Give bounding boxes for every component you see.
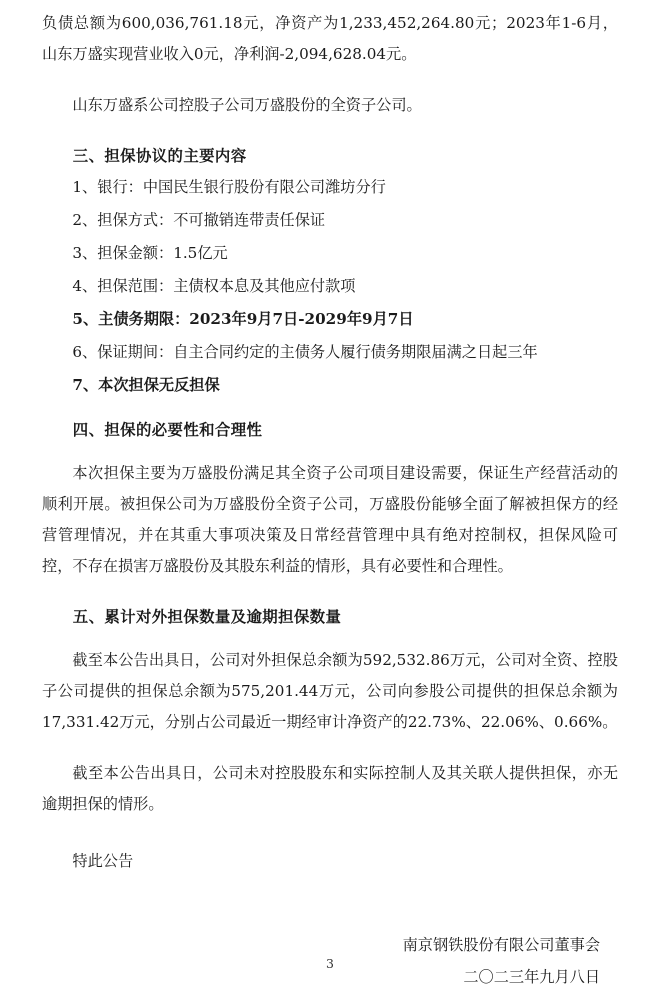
list-item-value: 自主合同约定的主债务人履行债务期限届满之日起三年 bbox=[173, 343, 538, 361]
paragraph-no-overdue: 截至本公告出具日，公司未对控股股东和实际控制人及其关联人提供担保，亦无逾期担保的情形。 bbox=[42, 764, 618, 813]
paragraph-total-guarantee: 截至本公告出具日，公司对外担保总余额为592,532.86万元，公司对全资、控股子公司提供的担保总余额为575,201.44万元，公司向参股公司提供的担保总余额为17,331.42万元，分别占公司最近一期经审计净资产的22.73%、22.06%、0.66%。 bbox=[42, 651, 618, 731]
list-item-label: 担保金额： bbox=[97, 244, 174, 262]
guarantee-agreement-list bbox=[42, 171, 618, 402]
spacer bbox=[42, 121, 618, 141]
spacer bbox=[42, 738, 618, 758]
paragraph-subsidiary-note: 山东万盛系公司控股子公司万盛股份的全资子公司。 bbox=[72, 96, 422, 114]
list-item-label: 保证期间： bbox=[97, 343, 174, 361]
list-item-label: 担保方式： bbox=[97, 211, 174, 229]
signature-company: 南京钢铁股份有限公司董事会 bbox=[402, 936, 600, 954]
list-item-value: 主债权本息及其他应付款项 bbox=[173, 277, 356, 295]
list-item-number: 4、 bbox=[72, 277, 98, 295]
list-item bbox=[42, 336, 618, 369]
list-item bbox=[42, 270, 618, 303]
list-item bbox=[42, 237, 618, 270]
list-item-number: 6、 bbox=[72, 343, 98, 361]
list-item bbox=[42, 369, 618, 402]
spacer bbox=[42, 70, 618, 90]
section-heading-three: 三、担保协议的主要内容 bbox=[72, 147, 247, 165]
spacer bbox=[42, 402, 618, 415]
spacer bbox=[42, 582, 618, 602]
spacer bbox=[42, 877, 618, 903]
list-item-value: 2023年9月7日-2029年9月7日 bbox=[189, 310, 414, 328]
list-item bbox=[42, 171, 618, 204]
paragraph-financial-summary: 负债总额为600,036,761.18元，净资产为1,233,452,264.80元；2023年1-6月，山东万盛实现营业收入0元，净利润-2,094,628.04元。 bbox=[42, 14, 618, 63]
list-item-value: 不可撤销连带责任保证 bbox=[173, 211, 326, 229]
spacer bbox=[42, 820, 618, 846]
list-item-label: 主债务期限： bbox=[98, 310, 190, 328]
paragraph-closing: 特此公告 bbox=[72, 852, 134, 870]
list-item-number: 1、 bbox=[72, 178, 98, 196]
spacer bbox=[42, 903, 618, 929]
list-item-number: 3、 bbox=[72, 244, 98, 262]
list-item bbox=[42, 204, 618, 237]
section-heading-five: 五、累计对外担保数量及逾期担保数量 bbox=[72, 608, 342, 626]
page-number: 3 bbox=[326, 956, 334, 971]
list-item-value: 中国民生银行股份有限公司潍坊分行 bbox=[142, 178, 386, 196]
list-item-number: 2、 bbox=[72, 211, 98, 229]
spacer bbox=[42, 445, 618, 458]
signature-date: 二〇二三年九月八日 bbox=[463, 968, 600, 986]
list-item-number: 7、 bbox=[72, 376, 99, 394]
section-heading-four: 四、担保的必要性和合理性 bbox=[72, 421, 263, 439]
list-item-label: 担保范围： bbox=[97, 277, 174, 295]
list-item-label: 本次担保无反担保 bbox=[98, 376, 220, 394]
list-item-number: 5、 bbox=[72, 310, 99, 328]
list-item bbox=[42, 303, 618, 336]
paragraph-necessity: 本次担保主要为万盛股份满足其全资子公司项目建设需要，保证生产经营活动的顺利开展。被担保公司为万盛股份全资子公司，万盛股份能够全面了解被担保方的经营管理情况，并在其重大事项决策及日常经营管理中具有绝对控制权，担保风险可控，不存在损害万盛股份及其股东利益的情形，具有必要性和合理性。 bbox=[42, 464, 618, 575]
spacer bbox=[42, 632, 618, 645]
list-item-label: 银行： bbox=[97, 178, 143, 196]
list-item-value: 1.5亿元 bbox=[173, 244, 228, 262]
